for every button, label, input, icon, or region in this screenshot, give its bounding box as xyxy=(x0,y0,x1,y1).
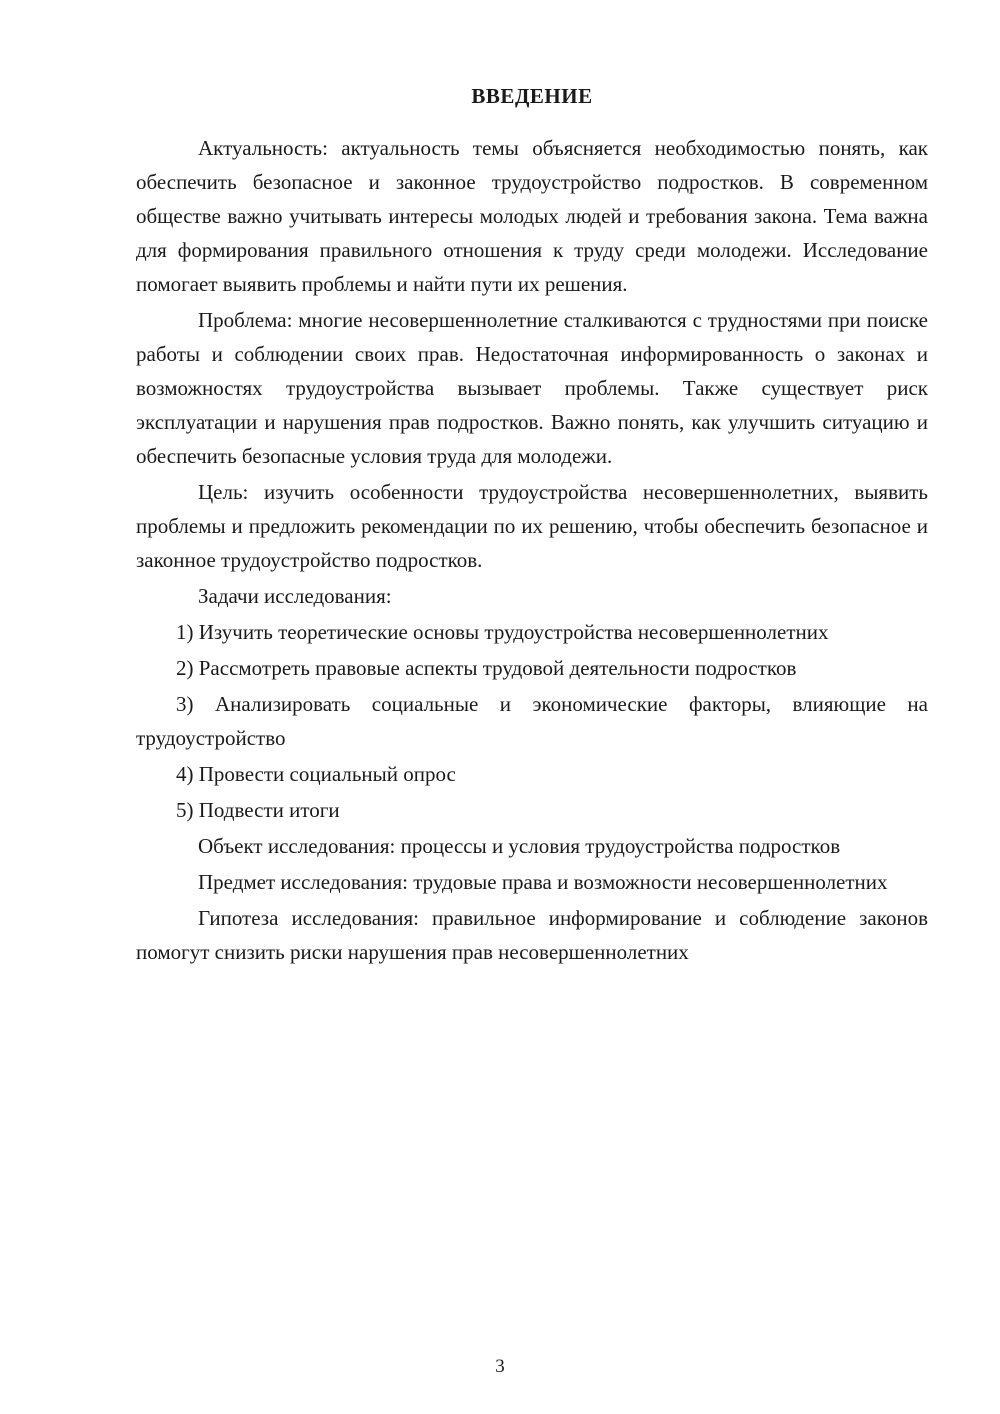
paragraph-subject: Предмет исследования: трудовые права и возможности несовершеннолетних xyxy=(198,870,888,895)
paragraph-object: Объект исследования: процессы и условия трудоустройства подростков xyxy=(198,834,841,859)
paragraph-tasks-heading: Задачи исследования: xyxy=(198,584,392,609)
paragraph-problem: Проблема: многие несовершеннолетние сталкиваются с трудностями при поиске работы и соблюдении своих прав. Недостаточная информированность о законах и возможностях трудоустройства вызывает проблемы. Также существует риск эксплуатации и нарушения прав подростков. Важно понять, как улучшить ситуацию и обеспечить безопасные условия труда для молодежи. xyxy=(136,308,928,469)
list-item: 5) Подвести итоги xyxy=(176,798,340,823)
list-item: 4) Провести социальный опрос xyxy=(176,762,456,787)
page-number: 3 xyxy=(495,1356,505,1377)
paragraph-hypothesis: Гипотеза исследования: правильное информирование и соблюдение законов помогут снизить риски нарушения прав несовершеннолетних xyxy=(136,906,928,965)
paragraph-relevance: Актуальность: актуальность темы объясняется необходимостью понять, как обеспечить безопасное и законное трудоустройство подростков. В современном обществе важно учитывать интересы молодых людей и требования закона. Тема важна для формирования правильного отношения к труду среди молодежи. Исследование помогает выявить проблемы и найти пути их решения. xyxy=(136,136,928,297)
list-item: 2) Рассмотреть правовые аспекты трудовой деятельности подростков xyxy=(176,656,797,681)
page-title: ВВЕДЕНИЕ xyxy=(471,84,593,108)
list-item: 3) Анализировать социальные и экономические факторы, влияющие на трудоустройство xyxy=(136,692,928,751)
list-item: 1) Изучить теоретические основы трудоустройства несовершеннолетних xyxy=(176,620,829,645)
paragraph-goal: Цель: изучить особенности трудоустройства несовершеннолетних, выявить проблемы и предложить рекомендации по их решению, чтобы обеспечить безопасное и законное трудоустройство подростков. xyxy=(136,480,928,573)
